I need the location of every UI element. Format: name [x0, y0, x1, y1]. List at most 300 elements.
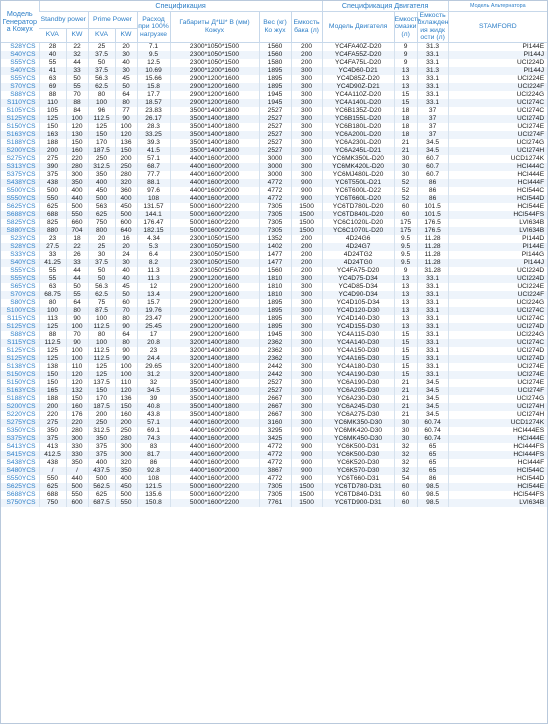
- cell-tank: 900: [291, 475, 322, 483]
- cell-alternator: UCD1274K: [448, 419, 547, 427]
- cell-model: S125YCS: [1, 347, 39, 355]
- cell-model: S688YCS: [1, 211, 39, 219]
- table-row: [1, 363, 547, 371]
- cell-engine-model: YC6MK420L-D20: [322, 163, 394, 171]
- cell-prime-kw: 640: [115, 227, 137, 235]
- cell-alternator: UCI274H: [448, 147, 547, 155]
- table-row: [1, 163, 547, 171]
- cell-prime-kw: 200: [115, 155, 137, 163]
- cell-coolant: 86: [417, 475, 448, 483]
- cell-model: S105YCS: [1, 107, 39, 115]
- cell-engine-model: YC4D140-D30: [322, 315, 394, 323]
- cell-weight: 1560: [259, 267, 291, 275]
- header-prime: Prime Power: [88, 12, 137, 29]
- cell-prime-kva: 80: [88, 91, 115, 99]
- cell-oil: 13: [394, 291, 417, 299]
- cell-tank: 900: [291, 179, 322, 187]
- cell-oil: 175: [394, 227, 417, 235]
- cell-weight: 2667: [259, 395, 291, 403]
- cell-engine-model: YC4A140L-D20: [322, 99, 394, 107]
- cell-model: S500YCS: [1, 187, 39, 195]
- cell-alternator: UCI224F: [448, 83, 547, 91]
- cell-fuel: 33.25: [137, 131, 170, 139]
- cell-dims: 4400*1600*2000: [170, 171, 259, 179]
- table-row: [1, 403, 547, 411]
- cell-model: S115YCS: [1, 339, 39, 347]
- cell-weight: 4772: [259, 475, 291, 483]
- cell-tank: 300: [291, 123, 322, 131]
- cell-tank: 300: [291, 107, 322, 115]
- cell-coolant: 37: [417, 107, 448, 115]
- cell-standby-kva: 80: [39, 299, 66, 307]
- cell-standby-kw: 220: [66, 419, 88, 427]
- cell-tank: 300: [291, 291, 322, 299]
- cell-coolant: 33.1: [417, 51, 448, 59]
- cell-engine-model: 4D24TG2: [322, 251, 394, 259]
- cell-coolant: 60.7: [417, 171, 448, 179]
- cell-dims: 2900*1200*1600: [170, 283, 259, 291]
- cell-prime-kw: 250: [115, 163, 137, 171]
- cell-engine-model: YC4A165-D30: [322, 355, 394, 363]
- cell-standby-kva: 880: [39, 227, 66, 235]
- cell-oil: 60: [394, 483, 417, 491]
- cell-model: S115YCS: [1, 315, 39, 323]
- table-row: [1, 315, 547, 323]
- cell-oil: 175: [394, 219, 417, 227]
- cell-dims: 2900*1200*1600: [170, 83, 259, 91]
- cell-prime-kva: 50: [88, 267, 115, 275]
- cell-engine-model: YC6A245L-D21: [322, 147, 394, 155]
- cell-fuel: 176.47: [137, 219, 170, 227]
- cell-prime-kva: 562.5: [88, 483, 115, 491]
- cell-prime-kva: 400: [88, 459, 115, 467]
- cell-alternator: HCI444ES: [448, 427, 547, 435]
- cell-engine-model: YC6T600L-D22: [322, 187, 394, 195]
- cell-alternator: PI144E: [448, 42, 547, 51]
- cell-prime-kw: 80: [115, 99, 137, 107]
- cell-alternator: UCI274D: [448, 323, 547, 331]
- cell-standby-kw: 22: [66, 243, 88, 251]
- cell-oil: 21: [394, 411, 417, 419]
- cell-standby-kw: 100: [66, 347, 88, 355]
- cell-fuel: 34.5: [137, 387, 170, 395]
- cell-weight: 3867: [259, 467, 291, 475]
- cell-standby-kva: 125: [39, 115, 66, 123]
- cell-fuel: 13.4: [137, 291, 170, 299]
- cell-dims: 4400*1600*2000: [170, 195, 259, 203]
- cell-dims: 5000*1600*2200: [170, 211, 259, 219]
- cell-model: S220YCS: [1, 411, 39, 419]
- table-row: [1, 259, 547, 267]
- cell-oil: 15: [394, 91, 417, 99]
- cell-prime-kw: 60: [115, 299, 137, 307]
- cell-weight: 2527: [259, 115, 291, 123]
- cell-dims: 4400*1600*2000: [170, 435, 259, 443]
- cell-prime-kva: 56.3: [88, 283, 115, 291]
- cell-prime-kva: 37.5: [88, 259, 115, 267]
- cell-oil: 32: [394, 459, 417, 467]
- cell-standby-kva: 150: [39, 371, 66, 379]
- cell-weight: 1895: [259, 307, 291, 315]
- cell-fuel: 12.5: [137, 59, 170, 67]
- cell-dims: 4400*1600*2000: [170, 419, 259, 427]
- cell-alternator: HCI544E: [448, 483, 547, 491]
- cell-standby-kw: 84: [66, 107, 88, 115]
- cell-engine-model: YC6B155L-D20: [322, 115, 394, 123]
- cell-prime-kw: 45: [115, 75, 137, 83]
- cell-tank: 900: [291, 459, 322, 467]
- table-row: [1, 371, 547, 379]
- cell-standby-kw: 90: [66, 339, 88, 347]
- cell-fuel: 121.5: [137, 483, 170, 491]
- cell-standby-kva: 500: [39, 187, 66, 195]
- cell-standby-kva: 112.5: [39, 339, 66, 347]
- cell-standby-kw: 300: [66, 435, 88, 443]
- cell-prime-kva: 375: [88, 443, 115, 451]
- cell-fuel: 4.34: [137, 235, 170, 243]
- cell-standby-kva: 40: [39, 51, 66, 59]
- cell-standby-kva: 188: [39, 139, 66, 147]
- cell-weight: 7305: [259, 227, 291, 235]
- cell-oil: 15: [394, 99, 417, 107]
- cell-alternator: UCD1274K: [448, 155, 547, 163]
- cell-oil: 9: [394, 59, 417, 67]
- cell-alternator: PI144E: [448, 243, 547, 251]
- cell-tank: 900: [291, 435, 322, 443]
- cell-prime-kw: 110: [115, 379, 137, 387]
- cell-prime-kw: 50: [115, 83, 137, 91]
- cell-tank: 300: [291, 331, 322, 339]
- cell-tank: 200: [291, 243, 322, 251]
- cell-engine-model: YC6C1020L-D20: [322, 219, 394, 227]
- cell-tank: 200: [291, 42, 322, 51]
- cell-alternator: HCI444F: [448, 459, 547, 467]
- cell-fuel: 23.47: [137, 315, 170, 323]
- table-row: [1, 179, 547, 187]
- cell-standby-kva: 88: [39, 91, 66, 99]
- cell-standby-kw: 400: [66, 187, 88, 195]
- cell-engine-model: YC4D60-D21: [322, 67, 394, 75]
- table-row: [1, 67, 547, 75]
- cell-engine-model: YC6K520-D30: [322, 459, 394, 467]
- cell-weight: 3295: [259, 427, 291, 435]
- cell-engine-model: YC6MJ480L-D20: [322, 171, 394, 179]
- table-row: [1, 51, 547, 59]
- cell-model: S28YCS: [1, 42, 39, 51]
- cell-dims: 4400*1600*2000: [170, 443, 259, 451]
- cell-prime-kva: 312.5: [88, 427, 115, 435]
- cell-prime-kw: 350: [115, 467, 137, 475]
- cell-prime-kva: 137.5: [88, 379, 115, 387]
- cell-prime-kva: 400: [88, 179, 115, 187]
- cell-prime-kva: 87.5: [88, 307, 115, 315]
- cell-prime-kva: 75: [88, 299, 115, 307]
- cell-prime-kva: 350: [88, 435, 115, 443]
- table-row: [1, 147, 547, 155]
- cell-oil: 15: [394, 339, 417, 347]
- cell-engine-model: YC6A230-D30: [322, 395, 394, 403]
- cell-weight: 4772: [259, 187, 291, 195]
- table-row: [1, 267, 547, 275]
- cell-standby-kw: 150: [66, 395, 88, 403]
- cell-tank: 300: [291, 315, 322, 323]
- cell-weight: 7305: [259, 491, 291, 499]
- cell-oil: 9: [394, 267, 417, 275]
- cell-coolant: 33.1: [417, 291, 448, 299]
- cell-tank: 300: [291, 323, 322, 331]
- cell-standby-kw: 330: [66, 443, 88, 451]
- cell-standby-kva: 200: [39, 403, 66, 411]
- cell-weight: 1560: [259, 42, 291, 51]
- header-spec: Спецификация: [39, 1, 322, 12]
- cell-dims: 3500*1400*1800: [170, 379, 259, 387]
- cell-model: S375YCS: [1, 435, 39, 443]
- cell-alternator: UCI274E: [448, 363, 547, 371]
- cell-standby-kw: 88: [66, 99, 88, 107]
- cell-alternator: UCI274E: [448, 123, 547, 131]
- cell-alternator: HCI444F: [448, 179, 547, 187]
- header-weight: Вес (кг) Ко жух: [259, 12, 291, 43]
- cell-standby-kw: 55: [66, 291, 88, 299]
- cell-tank: 300: [291, 379, 322, 387]
- cell-engine-model: YC6B180L-D20: [322, 123, 394, 131]
- table-row: [1, 235, 547, 243]
- cell-weight: 2527: [259, 107, 291, 115]
- cell-prime-kw: 30: [115, 51, 137, 59]
- cell-prime-kw: 30: [115, 67, 137, 75]
- cell-prime-kva: 500: [88, 475, 115, 483]
- cell-dims: 4400*1600*2000: [170, 451, 259, 459]
- cell-model: S138YCS: [1, 363, 39, 371]
- cell-coolant: 65: [417, 459, 448, 467]
- cell-standby-kw: 70: [66, 331, 88, 339]
- table-row: [1, 379, 547, 387]
- cell-model: S150YCS: [1, 379, 39, 387]
- cell-coolant: 33.1: [417, 59, 448, 67]
- cell-oil: 9.5: [394, 259, 417, 267]
- cell-model: S65YCS: [1, 283, 39, 291]
- cell-oil: 18: [394, 107, 417, 115]
- cell-standby-kva: 688: [39, 491, 66, 499]
- cell-engine-model: YC4A150-D30: [322, 347, 394, 355]
- cell-coolant: 33.1: [417, 283, 448, 291]
- table-row: [1, 411, 547, 419]
- cell-alternator: UCI224G: [448, 331, 547, 339]
- table-row: [1, 283, 547, 291]
- table-row: [1, 451, 547, 459]
- table-row: [1, 387, 547, 395]
- cell-engine-model: YC4D75-D34: [322, 275, 394, 283]
- cell-standby-kva: 220: [39, 411, 66, 419]
- cell-coolant: 98.5: [417, 499, 448, 507]
- cell-standby-kw: 50: [66, 283, 88, 291]
- cell-alternator: HCI544FS: [448, 211, 547, 219]
- cell-fuel: 15.8: [137, 83, 170, 91]
- cell-model: S200YCS: [1, 403, 39, 411]
- table-row: [1, 475, 547, 483]
- cell-coolant: 33.1: [417, 99, 448, 107]
- cell-prime-kw: 500: [115, 491, 137, 499]
- cell-weight: 3000: [259, 171, 291, 179]
- cell-tank: 200: [291, 259, 322, 267]
- table-row: [1, 83, 547, 91]
- cell-standby-kva: 113: [39, 315, 66, 323]
- cell-prime-kva: 250: [88, 419, 115, 427]
- cell-dims: 2300*1050*1500: [170, 51, 259, 59]
- cell-oil: 30: [394, 155, 417, 163]
- cell-dims: 2900*1200*1600: [170, 67, 259, 75]
- cell-prime-kw: 100: [115, 363, 137, 371]
- cell-coolant: 33.1: [417, 91, 448, 99]
- cell-model: S33YCS: [1, 251, 39, 259]
- cell-weight: 2362: [259, 347, 291, 355]
- cell-fuel: 17: [137, 331, 170, 339]
- cell-engine-model: YC4A110Z-D20: [322, 91, 394, 99]
- cell-prime-kva: 56.3: [88, 75, 115, 83]
- cell-dims: 3200*1400*1800: [170, 339, 259, 347]
- cell-alternator: UCI274C: [448, 99, 547, 107]
- table-row: [1, 59, 547, 67]
- header-oil: Емкость смазки (л): [394, 12, 417, 43]
- cell-weight: 3000: [259, 155, 291, 163]
- cell-fuel: 131.57: [137, 203, 170, 211]
- cell-model: S80YCS: [1, 299, 39, 307]
- cell-tank: 300: [291, 147, 322, 155]
- cell-standby-kva: 375: [39, 171, 66, 179]
- cell-dims: 2300*1050*1500: [170, 251, 259, 259]
- cell-standby-kva: 165: [39, 387, 66, 395]
- cell-standby-kw: 132: [66, 387, 88, 395]
- cell-oil: 21: [394, 403, 417, 411]
- cell-tank: 300: [291, 99, 322, 107]
- header-engine-model: Модель Двигателя: [322, 12, 394, 43]
- cell-oil: 15: [394, 331, 417, 339]
- table-header: [1, 1, 547, 42]
- cell-alternator: UCI274D: [448, 347, 547, 355]
- table-row: [1, 435, 547, 443]
- cell-coolant: 101.5: [417, 203, 448, 211]
- cell-prime-kva: 312.5: [88, 163, 115, 171]
- cell-engine-model: YC4A180-D30: [322, 363, 394, 371]
- cell-coolant: 65: [417, 443, 448, 451]
- cell-dims: 4400*1600*2000: [170, 475, 259, 483]
- cell-standby-kw: 80: [66, 307, 88, 315]
- cell-standby-kva: 438: [39, 459, 66, 467]
- cell-prime-kva: 125: [88, 123, 115, 131]
- cell-alternator: UCI274D: [448, 115, 547, 123]
- cell-prime-kw: 45: [115, 283, 137, 291]
- cell-standby-kva: 150: [39, 379, 66, 387]
- cell-tank: 1500: [291, 491, 322, 499]
- cell-prime-kw: 100: [115, 123, 137, 131]
- cell-standby-kw: 130: [66, 131, 88, 139]
- cell-prime-kva: 350: [88, 171, 115, 179]
- cell-prime-kw: 360: [115, 187, 137, 195]
- cell-alternator: UCI224E: [448, 283, 547, 291]
- cell-prime-kw: 320: [115, 459, 137, 467]
- cell-dims: 4400*1600*2000: [170, 155, 259, 163]
- cell-dims: 3500*1400*1800: [170, 139, 259, 147]
- cell-tank: 1500: [291, 211, 322, 219]
- cell-coolant: 60.74: [417, 435, 448, 443]
- cell-prime-kw: 90: [115, 323, 137, 331]
- cell-standby-kw: 550: [66, 491, 88, 499]
- cell-alternator: HCI544D: [448, 475, 547, 483]
- cell-dims: 3500*1400*1800: [170, 411, 259, 419]
- cell-prime-kva: 125: [88, 371, 115, 379]
- cell-fuel: 11.3: [137, 267, 170, 275]
- cell-oil: 30: [394, 171, 417, 179]
- cell-fuel: 17.7: [137, 91, 170, 99]
- cell-oil: 30: [394, 163, 417, 171]
- cell-model: S415YCS: [1, 451, 39, 459]
- cell-alternator: UCI274C: [448, 315, 547, 323]
- cell-engine-model: YC4D85-D34: [322, 283, 394, 291]
- cell-weight: 1580: [259, 59, 291, 67]
- cell-fuel: 68.7: [137, 163, 170, 171]
- cell-coolant: 98.5: [417, 483, 448, 491]
- cell-prime-kw: 300: [115, 451, 137, 459]
- cell-prime-kw: 40: [115, 275, 137, 283]
- cell-oil: 13: [394, 275, 417, 283]
- cell-alternator: UCI224D: [448, 59, 547, 67]
- cell-standby-kw: 150: [66, 139, 88, 147]
- cell-engine-model: YC4A190-D30: [322, 371, 394, 379]
- cell-weight: 7761: [259, 499, 291, 507]
- cell-prime-kva: 125: [88, 363, 115, 371]
- cell-oil: 15: [394, 347, 417, 355]
- cell-coolant: 60.74: [417, 427, 448, 435]
- cell-model: S125YCS: [1, 115, 39, 123]
- cell-prime-kva: 100: [88, 99, 115, 107]
- cell-prime-kw: 24: [115, 251, 137, 259]
- cell-standby-kw: 44: [66, 59, 88, 67]
- cell-dims: 3500*1400*1800: [170, 147, 259, 155]
- cell-model: S313YCS: [1, 163, 39, 171]
- cell-coolant: 33.1: [417, 275, 448, 283]
- cell-coolant: 11.28: [417, 235, 448, 243]
- cell-prime-kva: 25: [88, 42, 115, 51]
- cell-coolant: 34.5: [417, 395, 448, 403]
- cell-oil: 18: [394, 123, 417, 131]
- cell-tank: 300: [291, 363, 322, 371]
- cell-prime-kva: 187.5: [88, 147, 115, 155]
- cell-alternator: UCI274C: [448, 339, 547, 347]
- cell-tank: 200: [291, 267, 322, 275]
- cell-standby-kw: 160: [66, 147, 88, 155]
- cell-fuel: 88.1: [137, 179, 170, 187]
- cell-dims: 4400*1600*2000: [170, 467, 259, 475]
- cell-prime-kw: 90: [115, 347, 137, 355]
- cell-tank: 300: [291, 155, 322, 163]
- cell-prime-kva: 150: [88, 387, 115, 395]
- cell-prime-kva: 200: [88, 411, 115, 419]
- cell-engine-model: YC6MK450-D30: [322, 435, 394, 443]
- cell-coolant: 33.1: [417, 299, 448, 307]
- cell-standby-kva: 375: [39, 435, 66, 443]
- cell-tank: 1500: [291, 227, 322, 235]
- cell-fuel: 25.45: [137, 323, 170, 331]
- cell-oil: 18: [394, 131, 417, 139]
- cell-alternator: PI144G: [448, 251, 547, 259]
- cell-weight: 1895: [259, 315, 291, 323]
- cell-prime-kva: 80: [88, 331, 115, 339]
- cell-prime-kva: 62.5: [88, 291, 115, 299]
- cell-model: S163YCS: [1, 131, 39, 139]
- cell-model: S55YCS: [1, 267, 39, 275]
- cell-engine-model: YC6TD840-D31: [322, 491, 394, 499]
- table-row: [1, 307, 547, 315]
